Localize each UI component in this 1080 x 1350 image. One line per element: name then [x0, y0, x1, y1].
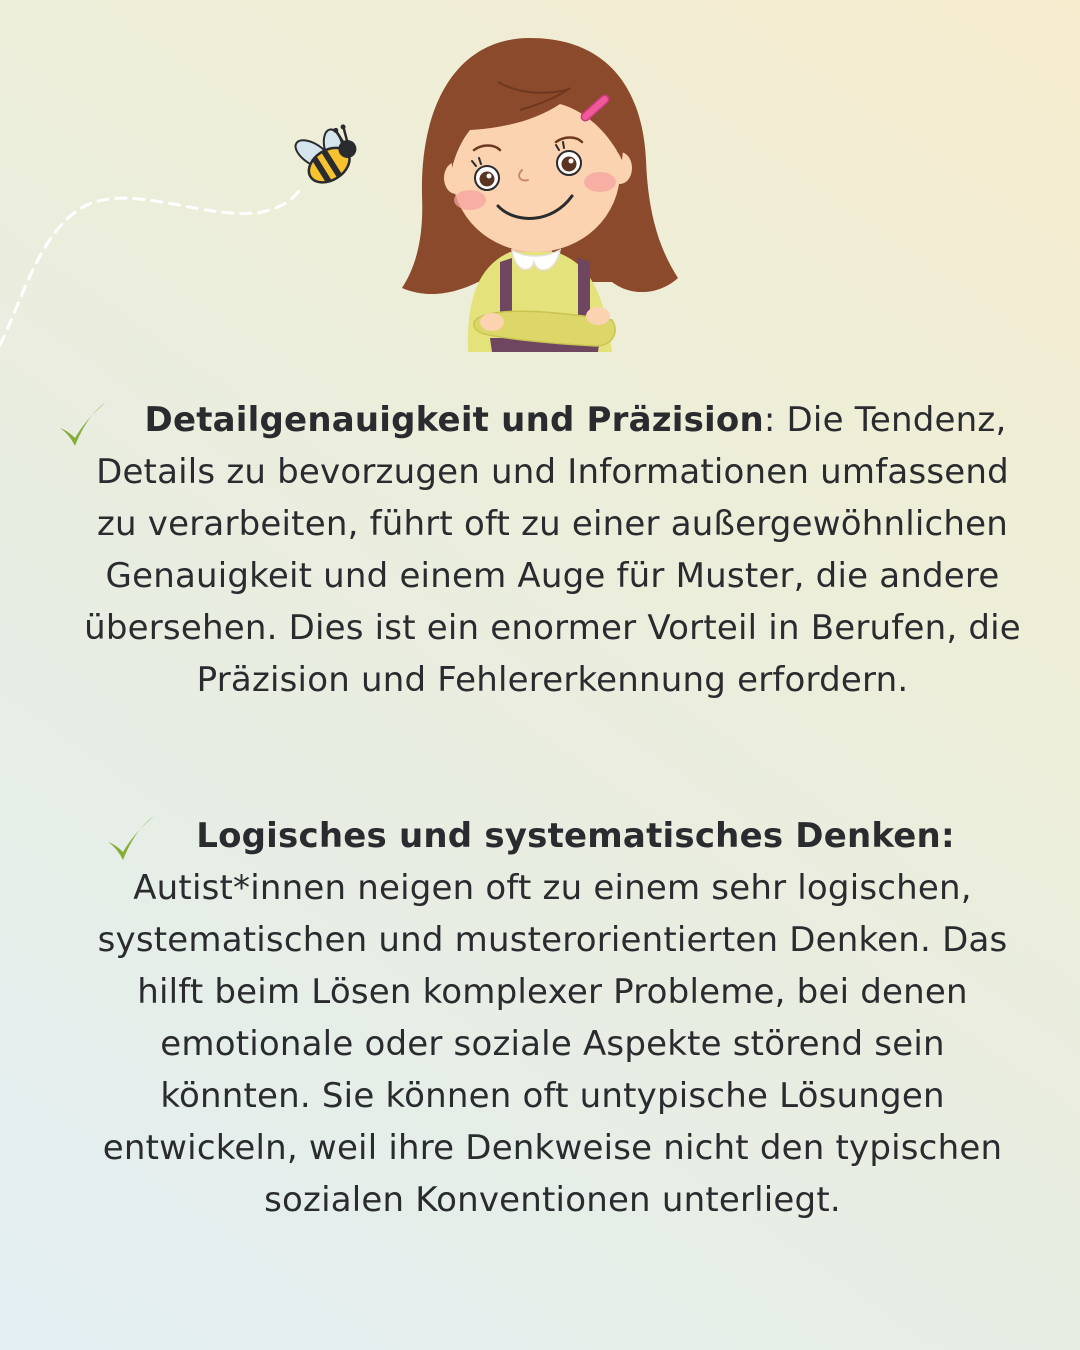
strength-logic-paragraph	[80, 810, 1025, 1226]
bee-flight-path	[0, 186, 302, 345]
strength-detail-title: Detailgenauigkeit und Präzision	[144, 400, 764, 440]
strength-logic-text: Autist*innen neigen oft zu einem sehr logischen, systematischen und musterorientierten Denken. Das hilft beim Lösen komplexer Probleme, bei denen emotionale oder soziale Aspekte störend sein könnten. Sie können oft untypische Lösungen entwickeln, weil ihre Denkweise nicht den typischen sozialen Konventionen unterliegt.	[97, 868, 1008, 1220]
strength-detail-paragraph	[80, 394, 1025, 706]
bee-icon	[286, 113, 366, 191]
header-illustration	[0, 0, 1080, 380]
strength-logic-title: Logisches und systematisches Denken:	[196, 816, 955, 856]
girl-illustration	[402, 38, 678, 352]
strength-detail-text: : Die Tendenz, Details zu bevorzugen und Informationen umfassend zu verarbeiten, führt oft zu einer außergewöhnlichen Genauigkeit und einem Auge für Muster, die andere übersehen. Dies ist ein enormer Vorteil in Berufen, die Präzision und Fehlererkennung erfordern.	[84, 400, 1021, 700]
